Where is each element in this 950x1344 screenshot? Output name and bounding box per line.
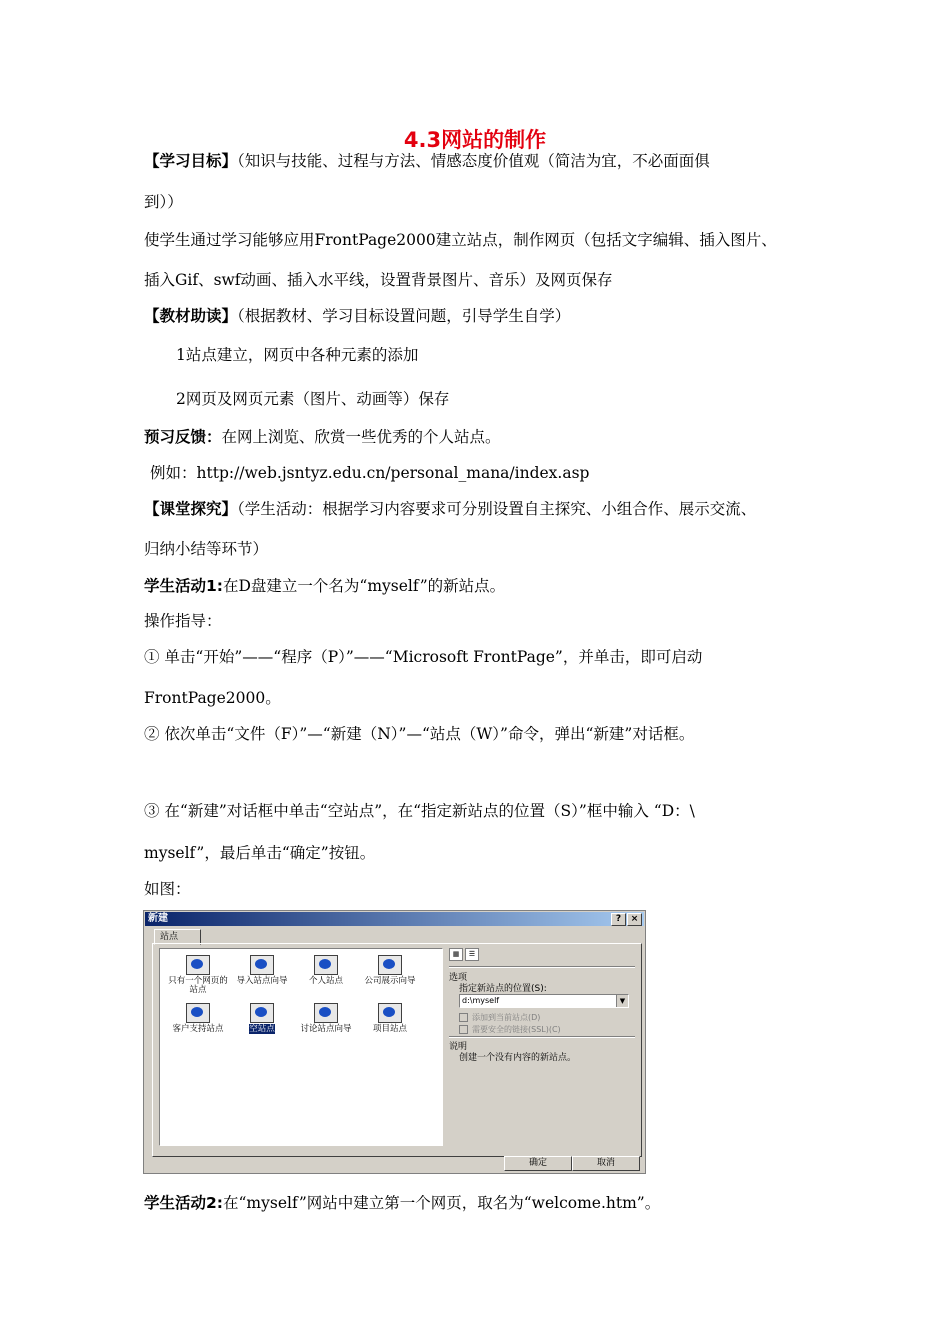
step-2: ② 依次单击“文件（F）”—“新建（N）”—“站点（W）”命令，弹出“新建”对话框。	[144, 725, 695, 743]
operation-guide: 操作指导：	[144, 612, 222, 630]
wizard-template-icon	[314, 1003, 338, 1023]
help-button[interactable]: ?	[611, 913, 626, 926]
site-template-icon	[186, 955, 210, 975]
ok-button[interactable]: 确定	[504, 1156, 572, 1171]
step-1-cont: FrontPage2000。	[144, 689, 281, 707]
template-list[interactable]	[159, 948, 443, 1146]
guide-label: 【教材助读】	[144, 307, 238, 325]
template-import-wizard[interactable]: 导入站点向导	[230, 955, 294, 986]
dialog-panel	[152, 943, 642, 1157]
goal-label: 【学习目标】	[144, 152, 238, 170]
explore-note: （学生活动：根据学习内容要求可分别设置自主探究、小组合作、展示交流、	[237, 500, 757, 518]
options-label: 选项	[449, 973, 468, 983]
close-button[interactable]: ×	[627, 913, 642, 926]
template-discussion-wizard[interactable]: 讨论站点向导	[294, 1003, 358, 1034]
site-template-icon	[314, 955, 338, 975]
figure-label: 如图：	[144, 880, 191, 898]
location-label: 指定新站点的位置(S):	[459, 984, 547, 994]
step-1: ① 单击“开始”——“程序（P）”——“Microsoft FrontPage”，并单击，即可启动	[144, 648, 703, 666]
step-3: ③ 在“新建”对话框中单击“空站点”，在“指定新站点的位置（S）”框中输入 “D：\	[144, 802, 695, 820]
template-customer-support[interactable]: 客户支持站点	[166, 1003, 230, 1034]
explore-note-cont: 归纳小结等环节）	[144, 540, 269, 558]
site-template-icon	[378, 1003, 402, 1023]
goal-line	[144, 150, 710, 172]
wizard-template-icon	[250, 955, 274, 975]
explore-line	[144, 498, 756, 520]
cancel-button[interactable]: 取消	[572, 1156, 640, 1171]
dialog-titlebar	[145, 912, 644, 926]
template-one-page-site[interactable]: 只有一个网页的站点	[166, 955, 230, 995]
divider	[449, 1036, 635, 1038]
preview-text: 在网上浏览、欣赏一些优秀的个人站点。	[221, 428, 501, 446]
location-field[interactable]: d:\myself ▼	[459, 994, 629, 1008]
step-3-cont: myself”，最后单击“确定”按钮。	[144, 844, 376, 862]
activity-2-text: 在“myself”网站中建立第一个网页，取名为“welcome.htm”。	[222, 1194, 661, 1212]
new-site-dialog	[143, 910, 646, 1174]
empty-site-icon	[250, 1003, 274, 1023]
dialog-title: 新建	[148, 913, 168, 924]
explore-label: 【课堂探究】	[144, 500, 238, 518]
guide-item-2: 2网页及网页元素（图片、动画等）保存	[176, 390, 450, 408]
goal-text-2: 插入Gif、swf动画、插入水平线，设置背景图片、音乐）及网页保存	[144, 271, 613, 289]
template-empty-site[interactable]: 空站点	[230, 1003, 294, 1034]
preview-line	[144, 426, 501, 448]
wizard-template-icon	[378, 955, 402, 975]
activity-1-label: 学生活动1:	[144, 577, 223, 595]
template-personal-site[interactable]: 个人站点	[294, 955, 358, 986]
description-text: 创建一个没有内容的新站点。	[459, 1053, 577, 1063]
preview-label: 预习反馈：	[144, 428, 222, 446]
activity-2	[144, 1192, 660, 1214]
chevron-down-icon[interactable]: ▼	[616, 995, 628, 1007]
goal-text-1: 使学生通过学习能够应用FrontPage2000建立站点，制作网页（包括文字编辑、插入图片、	[144, 231, 777, 249]
ssl-checkbox[interactable]: 需要安全的链接(SSL)(C)	[459, 1024, 561, 1035]
large-icons-view-icon[interactable]: ▦	[449, 948, 463, 961]
template-corporate-wizard[interactable]: 公司展示向导	[358, 955, 422, 986]
guide-item-1: 1站点建立，网页中各种元素的添加	[176, 346, 419, 364]
add-to-current-checkbox[interactable]: 添加到当前站点(D)	[459, 1012, 540, 1023]
goal-note: （知识与技能、过程与方法、情感态度价值观（简洁为宜，不必面面俱	[237, 152, 710, 170]
divider	[449, 966, 635, 968]
guide-line	[144, 305, 570, 327]
example-url: 例如：http://web.jsntyz.edu.cn/personal_mana/index.asp	[150, 464, 590, 482]
template-project-site[interactable]: 项目站点	[358, 1003, 422, 1034]
guide-note: （根据教材、学习目标设置问题，引导学生自学）	[237, 307, 571, 325]
goal-note-cont: 到））	[144, 193, 183, 211]
description-label: 说明	[449, 1042, 468, 1052]
list-view-icon[interactable]: ☰	[465, 948, 479, 961]
activity-1	[144, 575, 505, 597]
page-title: 4.3网站的制作	[403, 128, 547, 152]
tab-site[interactable]: 站点	[154, 929, 201, 945]
site-template-icon	[186, 1003, 210, 1023]
activity-2-label: 学生活动2:	[144, 1194, 223, 1212]
activity-1-text: 在D盘建立一个名为“myself”的新站点。	[222, 577, 506, 595]
